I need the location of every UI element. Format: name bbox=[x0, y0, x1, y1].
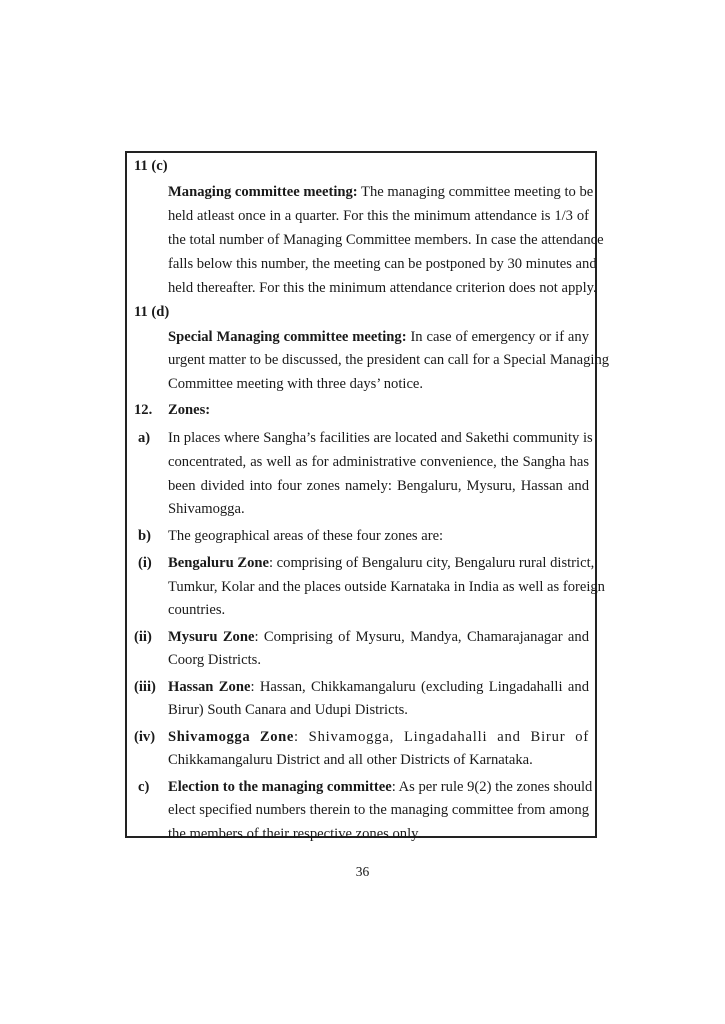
item-ii-line-2: Coorg Districts. bbox=[168, 652, 261, 668]
item-iii-line-1 bbox=[168, 679, 589, 695]
section-12-number: 12. bbox=[134, 402, 153, 418]
text-span: : comprising of Bengaluru city, Bengaluru rural district, bbox=[268, 555, 595, 571]
text-span: The managing committee meeting to be bbox=[357, 184, 594, 200]
item-i-marker: (i) bbox=[138, 555, 152, 571]
item-iii-line-2: Birur) South Canara and Udupi Districts. bbox=[168, 702, 408, 718]
item-ii-lead: Mysuru Zone bbox=[168, 629, 255, 645]
section-11c-line-3: the total number of Managing Committee members. In case the attendance bbox=[168, 232, 604, 248]
item-i-line-3: countries. bbox=[168, 602, 226, 618]
item-c-line-1 bbox=[168, 779, 593, 795]
item-iii-marker: (iii) bbox=[134, 679, 156, 695]
page-number: 36 bbox=[355, 864, 370, 879]
section-11c-line-5: held thereafter. For this the minimum attendance criterion does not apply. bbox=[168, 280, 597, 296]
item-iii-lead: Hassan Zone bbox=[168, 679, 251, 695]
item-iv-line-2: Chikkamangaluru District and all other Districts of Karnataka. bbox=[168, 752, 533, 768]
item-c-marker: c) bbox=[138, 779, 150, 795]
item-iv-marker: (iv) bbox=[134, 729, 156, 745]
item-i-line-1 bbox=[168, 555, 595, 571]
item-c-lead: Election to the managing committee bbox=[168, 779, 392, 795]
section-12-title: Zones: bbox=[168, 402, 211, 418]
section-11d-line-3: Committee meeting with three days’ notice. bbox=[168, 376, 424, 392]
item-a-line-4: Shivamogga. bbox=[168, 501, 245, 517]
section-11c-heading: 11 (c) bbox=[134, 158, 168, 174]
section-11c-line-1 bbox=[168, 184, 594, 200]
section-11c-line-4: falls below this number, the meeting can be postponed by 30 minutes and bbox=[168, 256, 597, 272]
section-11c-lead: Managing committee meeting: bbox=[168, 184, 358, 200]
text-span: In case of emergency or if any bbox=[406, 329, 589, 345]
item-c-line-2: elect specified numbers therein to the managing committee from among bbox=[168, 802, 589, 818]
text-span: : Hassan, Chikkamangaluru (excluding Lingadahalli and bbox=[250, 679, 589, 695]
item-a-line-1: In places where Sangha’s facilities are located and Sakethi community is bbox=[168, 430, 593, 446]
section-11d-line-1 bbox=[168, 329, 589, 345]
item-ii-marker: (ii) bbox=[134, 629, 152, 645]
item-i-line-2: Tumkur, Kolar and the places outside Karnataka in India as well as foreign bbox=[168, 579, 605, 595]
section-11c-line-2: held atleast once in a quarter. For this the minimum attendance is 1/3 of bbox=[168, 208, 589, 224]
text-span: : As per rule 9(2) the zones should bbox=[391, 779, 593, 795]
item-a-line-2: concentrated, as well as for administrative convenience, the Sangha has bbox=[168, 454, 589, 470]
item-i-lead: Bengaluru Zone bbox=[168, 555, 269, 571]
item-iv-lead: Shivamogga Zone bbox=[168, 729, 294, 745]
section-11d-lead: Special Managing committee meeting: bbox=[168, 329, 407, 345]
section-11d-line-2: urgent matter to be discussed, the president can call for a Special Managing bbox=[168, 352, 610, 368]
item-b-marker: b) bbox=[138, 528, 151, 544]
section-11d-heading: 11 (d) bbox=[134, 304, 170, 320]
text-span: : Comprising of Mysuru, Mandya, Chamarajanagar and bbox=[254, 629, 589, 645]
item-ii-line-1 bbox=[168, 629, 589, 645]
item-a-line-3: been divided into four zones namely: Bengaluru, Mysuru, Hassan and bbox=[168, 478, 589, 494]
item-iv-line-1 bbox=[168, 729, 589, 745]
item-a-marker: a) bbox=[138, 430, 151, 446]
text-span: : Shivamogga, Lingadahalli and Birur of bbox=[293, 729, 589, 745]
item-c-line-3: the members of their respective zones only. bbox=[168, 826, 422, 842]
item-b-text: The geographical areas of these four zones are: bbox=[168, 528, 444, 544]
